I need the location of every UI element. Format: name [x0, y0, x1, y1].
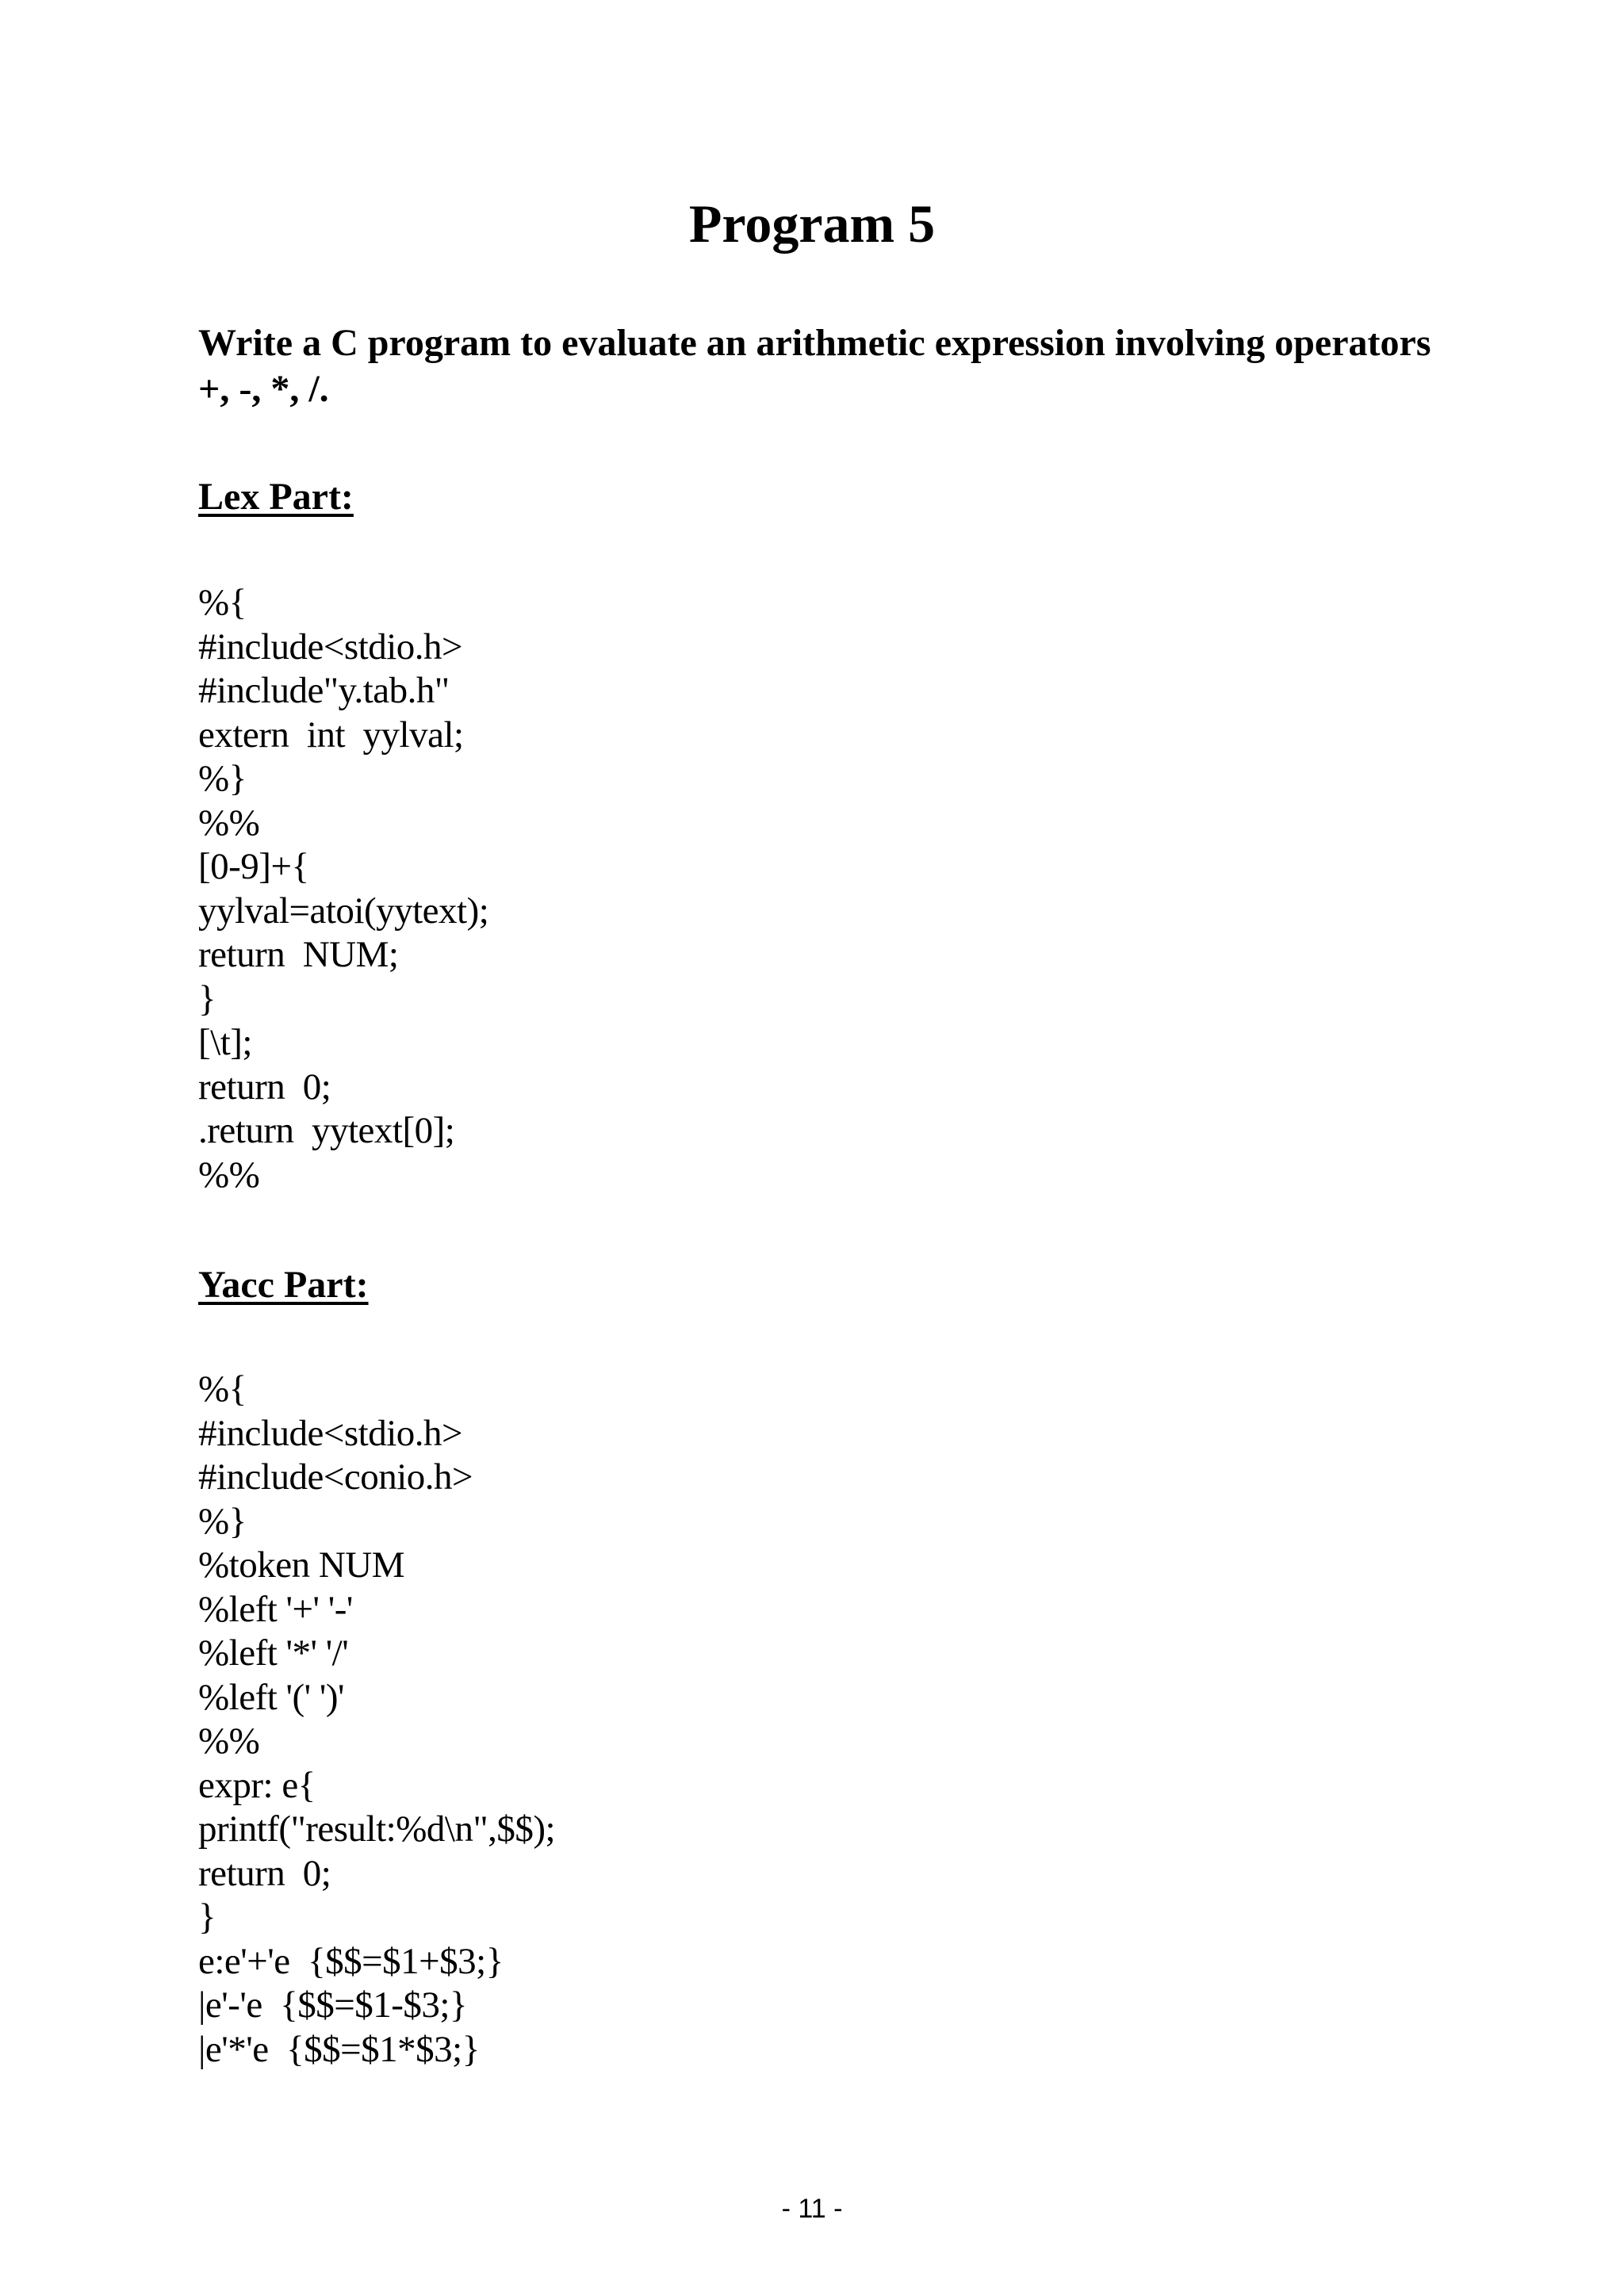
- lex-code-line: return 0;: [198, 1066, 331, 1108]
- yacc-code-line: %left '*' '/': [198, 1632, 349, 1674]
- page-number: - 11 -: [781, 2194, 843, 2224]
- lex-code-line: [\t];: [198, 1022, 252, 1063]
- yacc-code-line: %{: [198, 1368, 247, 1410]
- lex-code-line: %}: [198, 758, 247, 799]
- yacc-section-heading: Yacc Part:: [198, 1264, 369, 1306]
- yacc-code-line: }: [198, 1896, 216, 1938]
- yacc-code-line: #include<conio.h>: [198, 1456, 473, 1498]
- yacc-code-line: %left '+' '-': [198, 1588, 353, 1630]
- yacc-code-line: %token NUM: [198, 1544, 404, 1586]
- yacc-code-line: #include<stdio.h>: [198, 1412, 463, 1454]
- lex-code-line: .return yytext[0];: [198, 1110, 455, 1151]
- lex-code-line: extern int yylval;: [198, 714, 464, 756]
- lex-section-heading: Lex Part:: [198, 476, 354, 518]
- lex-code-line: return NUM;: [198, 934, 399, 975]
- yacc-code-line: expr: e{: [198, 1764, 316, 1806]
- lex-code-line: [0-9]+{: [198, 846, 309, 887]
- lex-code-line: }: [198, 978, 216, 1020]
- lex-code-line: #include<stdio.h>: [198, 626, 463, 668]
- yacc-code-block: [198, 1368, 555, 2072]
- yacc-code-line: %%: [198, 1720, 260, 1762]
- lex-code-line: %%: [198, 1154, 260, 1196]
- page-title: Program 5: [688, 193, 936, 254]
- yacc-code-line: return 0;: [198, 1852, 331, 1894]
- yacc-code-line: |e'*'e {$$=$1*$3;}: [198, 2028, 480, 2070]
- yacc-code-line: e:e'+'e {$$=$1+$3;}: [198, 1940, 504, 1982]
- yacc-code-line: %}: [198, 1500, 247, 1542]
- yacc-code-line: |e'-'e {$$=$1-$3;}: [198, 1984, 468, 2026]
- lex-code-line: yylval=atoi(yytext);: [198, 890, 489, 932]
- yacc-code-line: %left '(' ')': [198, 1676, 344, 1718]
- lex-code-line: #include"y.tab.h": [198, 670, 450, 711]
- lex-code-line: %%: [198, 802, 260, 844]
- task-statement: Write a C program to evaluate an arithmetic expression involving operators +, -, *, /.: [198, 322, 1431, 410]
- yacc-code-line: printf("result:%d\n",$$);: [198, 1808, 556, 1850]
- lex-code-line: %{: [198, 582, 247, 623]
- lex-code-block: [198, 581, 488, 1197]
